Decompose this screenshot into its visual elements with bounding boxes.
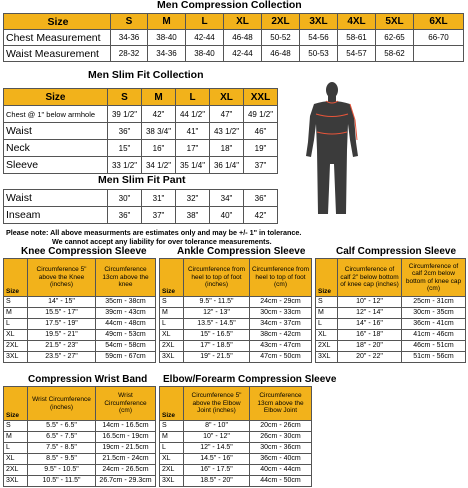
table-cell: 21.5cm - 24cm bbox=[96, 454, 156, 465]
table-cell: 19" - 21.5" bbox=[184, 352, 250, 363]
table-row bbox=[4, 46, 464, 62]
table-cell: 10" - 12" bbox=[184, 432, 250, 443]
header-cell: Circumference 5" above the Elbow Joint (inches) bbox=[184, 387, 250, 421]
table-cell: 21.5" - 23" bbox=[28, 341, 96, 352]
header-cell: XL bbox=[210, 89, 244, 106]
wrist-title: Compression Wrist Band bbox=[28, 374, 148, 385]
table-cell: 33 1/2" bbox=[108, 157, 142, 174]
table-cell: 5.5" - 6.5" bbox=[28, 421, 96, 432]
header-cell: Size bbox=[160, 259, 184, 297]
table-cell: 46-48 bbox=[262, 46, 300, 62]
size-cell: L bbox=[316, 319, 338, 330]
table-row bbox=[4, 454, 156, 465]
row-label: Chest Measurement bbox=[4, 30, 111, 46]
table-cell: 34" bbox=[210, 190, 244, 207]
size-cell: L bbox=[4, 319, 28, 330]
table-row bbox=[4, 352, 156, 363]
size-cell: XL bbox=[4, 330, 28, 341]
table-cell: 38-40 bbox=[186, 46, 224, 62]
header-cell: XXL bbox=[244, 89, 278, 106]
table-cell: 30cm - 33cm bbox=[250, 308, 312, 319]
table-cell: 12" - 13" bbox=[184, 308, 250, 319]
ankle-size-table bbox=[159, 258, 312, 363]
table-row bbox=[4, 106, 278, 123]
table-cell: 12" - 14.5" bbox=[184, 443, 250, 454]
table-row bbox=[316, 330, 466, 341]
header-cell: L bbox=[176, 89, 210, 106]
table-row bbox=[4, 140, 278, 157]
table-cell: 46cm - 51cm bbox=[402, 341, 466, 352]
table-cell: 14.5" - 16" bbox=[184, 454, 250, 465]
table-cell: 25cm - 31cm bbox=[402, 297, 466, 308]
table-cell: 14cm - 16.5cm bbox=[96, 421, 156, 432]
table-cell: 13.5" - 14.5" bbox=[184, 319, 250, 330]
table-cell: 37" bbox=[244, 157, 278, 174]
slim-header-row bbox=[4, 89, 278, 106]
table-cell: 49 1/2" bbox=[244, 106, 278, 123]
table-cell: 18" - 20" bbox=[338, 341, 402, 352]
elbow-size-table bbox=[159, 386, 312, 487]
table-cell: 24cm - 29cm bbox=[250, 297, 312, 308]
table-cell: 42-44 bbox=[224, 46, 262, 62]
pant-title: Men Slim Fit Pant bbox=[98, 174, 186, 186]
size-cell: XL bbox=[316, 330, 338, 341]
table-cell: 66-70 bbox=[414, 30, 464, 46]
row-label: Neck bbox=[4, 140, 108, 157]
header-cell: Circumference 5" above the Knee (inches) bbox=[28, 259, 96, 297]
table-row bbox=[316, 319, 466, 330]
calf-size-table bbox=[315, 258, 466, 363]
table-cell: 17.5" - 19" bbox=[28, 319, 96, 330]
header-cell: Circumference of calf 2cm below bottom of knee cap (cm) bbox=[402, 259, 466, 297]
table-row bbox=[160, 297, 312, 308]
table-cell: 43cm - 47cm bbox=[250, 341, 312, 352]
table-cell: 16.5cm - 19cm bbox=[96, 432, 156, 443]
table-cell: 36 1/4" bbox=[210, 157, 244, 174]
size-cell: M bbox=[160, 308, 184, 319]
table-cell: 41" bbox=[176, 123, 210, 140]
table-row bbox=[4, 190, 278, 207]
table-cell: 39 1/2" bbox=[108, 106, 142, 123]
row-label: Sleeve bbox=[4, 157, 108, 174]
table-row bbox=[316, 297, 466, 308]
table-cell: 42" bbox=[244, 207, 278, 224]
table-cell: 31" bbox=[142, 190, 176, 207]
table-row bbox=[316, 308, 466, 319]
size-cell: M bbox=[160, 432, 184, 443]
size-cell: L bbox=[160, 319, 184, 330]
header-cell: Size bbox=[316, 259, 338, 297]
table-cell: 12" - 14" bbox=[338, 308, 402, 319]
table-cell: 51cm - 56cm bbox=[402, 352, 466, 363]
table-row bbox=[4, 319, 156, 330]
slim-title: Men Slim Fit Collection bbox=[88, 69, 204, 81]
row-label: Waist bbox=[4, 190, 108, 207]
table-cell: 42" bbox=[142, 106, 176, 123]
table-cell: 20" - 22" bbox=[338, 352, 402, 363]
table-cell: 40" bbox=[210, 207, 244, 224]
compression-title: Men Compression Collection bbox=[157, 0, 302, 11]
table-cell: 9.5" - 11.5" bbox=[184, 297, 250, 308]
size-cell: S bbox=[160, 421, 184, 432]
header-cell: Wrist Circumference (inches) bbox=[28, 387, 96, 421]
table-cell: 58-62 bbox=[376, 46, 414, 62]
size-cell: 2XL bbox=[160, 341, 184, 352]
size-cell: M bbox=[4, 308, 28, 319]
table-cell: 38 3/4" bbox=[142, 123, 176, 140]
header-cell: 3XL bbox=[300, 14, 338, 30]
header-cell: Size bbox=[4, 14, 111, 30]
table-row bbox=[4, 330, 156, 341]
table-cell: 59cm - 67cm bbox=[96, 352, 156, 363]
table-cell: 23.5" - 27" bbox=[28, 352, 96, 363]
wrist-size-table bbox=[3, 386, 156, 487]
elbow-header-row bbox=[160, 387, 312, 421]
header-cell: Wrist Circumference (cm) bbox=[96, 387, 156, 421]
header-cell: Size bbox=[4, 259, 28, 297]
size-cell: S bbox=[4, 421, 28, 432]
header-cell: L bbox=[186, 14, 224, 30]
table-cell: 34cm - 37cm bbox=[250, 319, 312, 330]
calf-header-row bbox=[316, 259, 466, 297]
wrist-header-row bbox=[4, 387, 156, 421]
table-row bbox=[4, 308, 156, 319]
header-cell: 2XL bbox=[262, 14, 300, 30]
size-cell: M bbox=[316, 308, 338, 319]
table-cell: 54cm - 58cm bbox=[96, 341, 156, 352]
table-cell: 41cm - 46cm bbox=[402, 330, 466, 341]
table-row bbox=[160, 432, 312, 443]
table-cell: 15" bbox=[108, 140, 142, 157]
header-cell: 4XL bbox=[338, 14, 376, 30]
table-cell: 50-53 bbox=[300, 46, 338, 62]
table-cell: 50-52 bbox=[262, 30, 300, 46]
table-cell: 19.5" - 21" bbox=[28, 330, 96, 341]
table-cell: 10" - 12" bbox=[338, 297, 402, 308]
table-cell: 34 1/2" bbox=[142, 157, 176, 174]
header-cell: Circumference of calf 2" below bottom of knee cap (inches) bbox=[338, 259, 402, 297]
table-row bbox=[160, 352, 312, 363]
table-cell: 44cm - 48cm bbox=[96, 319, 156, 330]
table-cell: 26cm - 30cm bbox=[250, 432, 312, 443]
table-cell: 16" bbox=[142, 140, 176, 157]
size-cell: S bbox=[4, 297, 28, 308]
header-cell: XL bbox=[224, 14, 262, 30]
table-cell: 19cm - 21.5cm bbox=[96, 443, 156, 454]
table-cell: 30cm - 35cm bbox=[402, 308, 466, 319]
silhouette bbox=[306, 82, 358, 214]
body-figure-illustration bbox=[292, 80, 372, 220]
knee-size-table bbox=[3, 258, 156, 363]
table-row bbox=[160, 454, 312, 465]
size-cell: S bbox=[316, 297, 338, 308]
size-cell: 2XL bbox=[4, 341, 28, 352]
size-cell: L bbox=[160, 443, 184, 454]
tolerance-note-line2: We cannot accept any liability for over tolerance measurements. bbox=[52, 237, 272, 246]
header-cell: M bbox=[142, 89, 176, 106]
knee-title: Knee Compression Sleeve bbox=[21, 246, 147, 257]
table-cell: 6.5" - 7.5" bbox=[28, 432, 96, 443]
slim-size-table bbox=[3, 88, 278, 174]
table-row bbox=[4, 432, 156, 443]
header-cell: M bbox=[148, 14, 186, 30]
table-cell bbox=[414, 46, 464, 62]
table-cell: 58-61 bbox=[338, 30, 376, 46]
table-cell: 16" - 18" bbox=[338, 330, 402, 341]
table-row bbox=[4, 157, 278, 174]
table-row bbox=[160, 341, 312, 352]
table-cell: 47cm - 50cm bbox=[250, 352, 312, 363]
table-cell: 38cm - 42cm bbox=[250, 330, 312, 341]
compression-size-table bbox=[3, 13, 464, 62]
header-cell: Size bbox=[4, 387, 28, 421]
size-cell: 3XL bbox=[316, 352, 338, 363]
table-cell: 18" bbox=[210, 140, 244, 157]
size-cell: 2XL bbox=[316, 341, 338, 352]
table-cell: 38" bbox=[176, 207, 210, 224]
compression-header-row bbox=[4, 14, 464, 30]
table-cell: 30cm - 36cm bbox=[250, 443, 312, 454]
header-cell: Circumference 13cm above the Elbow Joint bbox=[250, 387, 312, 421]
table-row bbox=[4, 297, 156, 308]
size-cell: M bbox=[4, 432, 28, 443]
table-cell: 19" bbox=[244, 140, 278, 157]
table-cell: 17" bbox=[176, 140, 210, 157]
size-cell: 2XL bbox=[4, 465, 28, 476]
table-cell: 14" - 15" bbox=[28, 297, 96, 308]
table-cell: 47" bbox=[210, 106, 244, 123]
row-label: Waist bbox=[4, 123, 108, 140]
table-cell: 40cm - 44cm bbox=[250, 465, 312, 476]
header-cell: Size bbox=[160, 387, 184, 421]
size-cell: 3XL bbox=[4, 476, 28, 487]
table-row bbox=[4, 476, 156, 487]
header-cell: S bbox=[108, 89, 142, 106]
table-cell: 15.5" - 17" bbox=[28, 308, 96, 319]
table-cell: 46-48 bbox=[224, 30, 262, 46]
table-cell: 8.5" - 9.5" bbox=[28, 454, 96, 465]
header-cell: Size bbox=[4, 89, 108, 106]
table-cell: 34-36 bbox=[111, 30, 148, 46]
table-cell: 15" - 16.5" bbox=[184, 330, 250, 341]
table-cell: 10.5" - 11.5" bbox=[28, 476, 96, 487]
table-cell: 36" bbox=[108, 207, 142, 224]
table-cell: 43 1/2" bbox=[210, 123, 244, 140]
table-row bbox=[160, 421, 312, 432]
table-row bbox=[4, 421, 156, 432]
table-cell: 54-56 bbox=[300, 30, 338, 46]
size-cell: XL bbox=[4, 454, 28, 465]
table-cell: 9.5" - 10.5" bbox=[28, 465, 96, 476]
table-row bbox=[4, 207, 278, 224]
size-cell: XL bbox=[160, 454, 184, 465]
header-cell: S bbox=[111, 14, 148, 30]
table-row bbox=[4, 465, 156, 476]
table-row bbox=[160, 476, 312, 487]
table-row bbox=[4, 30, 464, 46]
table-cell: 36" bbox=[244, 190, 278, 207]
table-cell: 42-44 bbox=[186, 30, 224, 46]
ankle-header-row bbox=[160, 259, 312, 297]
table-cell: 20cm - 26cm bbox=[250, 421, 312, 432]
table-cell: 46" bbox=[244, 123, 278, 140]
table-cell: 24cm - 26.5cm bbox=[96, 465, 156, 476]
row-label: Waist Measurement bbox=[4, 46, 111, 62]
size-cell: S bbox=[160, 297, 184, 308]
table-row bbox=[160, 330, 312, 341]
size-cell: 3XL bbox=[160, 476, 184, 487]
table-row bbox=[160, 465, 312, 476]
table-cell: 35 1/4" bbox=[176, 157, 210, 174]
table-cell: 32" bbox=[176, 190, 210, 207]
table-row bbox=[160, 443, 312, 454]
table-cell: 18.5" - 20" bbox=[184, 476, 250, 487]
table-cell: 14" - 16" bbox=[338, 319, 402, 330]
table-cell: 8" - 10" bbox=[184, 421, 250, 432]
size-cell: 3XL bbox=[4, 352, 28, 363]
table-cell: 35cm - 38cm bbox=[96, 297, 156, 308]
table-row bbox=[4, 341, 156, 352]
table-row bbox=[316, 352, 466, 363]
table-cell: 16" - 17.5" bbox=[184, 465, 250, 476]
knee-header-row bbox=[4, 259, 156, 297]
table-cell: 44cm - 50cm bbox=[250, 476, 312, 487]
table-row bbox=[160, 319, 312, 330]
size-cell: XL bbox=[160, 330, 184, 341]
table-cell: 7.5" - 8.5" bbox=[28, 443, 96, 454]
table-row bbox=[316, 341, 466, 352]
size-cell: 3XL bbox=[160, 352, 184, 363]
table-cell: 39cm - 43cm bbox=[96, 308, 156, 319]
header-cell: 5XL bbox=[376, 14, 414, 30]
table-cell: 38-40 bbox=[148, 30, 186, 46]
table-cell: 34-36 bbox=[148, 46, 186, 62]
pant-size-table bbox=[3, 189, 278, 224]
table-cell: 49cm - 53cm bbox=[96, 330, 156, 341]
table-cell: 54-57 bbox=[338, 46, 376, 62]
header-cell: 6XL bbox=[414, 14, 464, 30]
table-row bbox=[4, 123, 278, 140]
table-cell: 36" bbox=[108, 123, 142, 140]
elbow-title: Elbow/Forearm Compression Sleeve bbox=[163, 374, 337, 385]
table-cell: 26.7cm - 29.3cm bbox=[96, 476, 156, 487]
calf-title: Calf Compression Sleeve bbox=[336, 246, 457, 257]
header-cell: Circumference from heel to top of foot (cm) bbox=[250, 259, 312, 297]
size-cell: 2XL bbox=[160, 465, 184, 476]
table-cell: 37" bbox=[142, 207, 176, 224]
table-row bbox=[160, 308, 312, 319]
table-row bbox=[4, 443, 156, 454]
header-cell: Circumference 13cm above the knee bbox=[96, 259, 156, 297]
tolerance-note-line1: Please note: All above measurments are estimates only and may be +/- 1" in tolerance. bbox=[6, 228, 302, 237]
table-cell: 36cm - 41cm bbox=[402, 319, 466, 330]
table-cell: 44 1/2" bbox=[176, 106, 210, 123]
table-cell: 30" bbox=[108, 190, 142, 207]
ankle-title: Ankle Compression Sleeve bbox=[177, 246, 306, 257]
table-cell: 62-65 bbox=[376, 30, 414, 46]
table-cell: 28-32 bbox=[111, 46, 148, 62]
size-cell: L bbox=[4, 443, 28, 454]
row-label: Chest @ 1" below armhole bbox=[4, 106, 108, 123]
row-label: Inseam bbox=[4, 207, 108, 224]
header-cell: Circumference from heel to top of foot (inches) bbox=[184, 259, 250, 297]
table-cell: 17" - 18.5" bbox=[184, 341, 250, 352]
table-cell: 36cm - 40cm bbox=[250, 454, 312, 465]
